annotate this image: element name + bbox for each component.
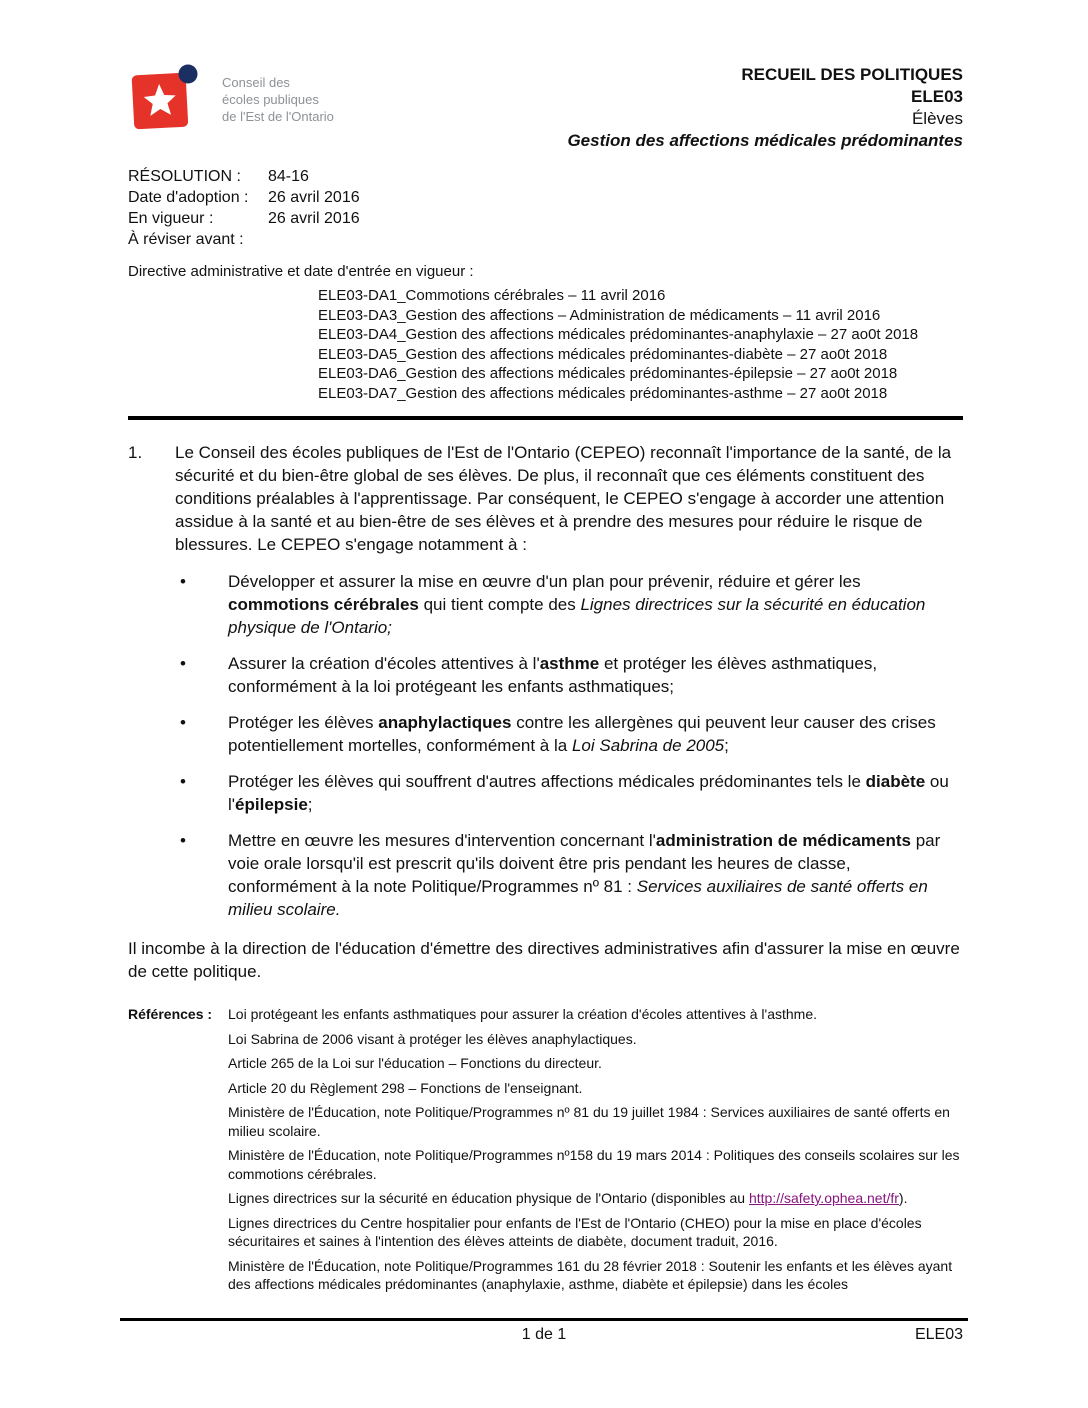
text-run: commotions cérébrales <box>228 595 419 614</box>
text-run: Protéger les élèves <box>228 713 379 732</box>
directive-item: ELE03-DA3_Gestion des affections – Administration de médicaments – 11 avril 2016 <box>318 306 881 324</box>
meta-row <box>128 208 963 229</box>
resolution-meta <box>128 166 963 250</box>
meta-row <box>128 187 963 208</box>
meta-label: En vigueur : <box>128 210 214 227</box>
policy-header <box>567 62 963 152</box>
bullet-item <box>128 829 963 921</box>
text-run: épilepsie <box>235 795 308 814</box>
text-run: ; <box>307 795 313 814</box>
ophea-link[interactable]: http://safety.ophea.net/fr <box>748 1190 899 1206</box>
policy-statement <box>128 441 963 556</box>
reference-item <box>228 1189 963 1208</box>
reference-item <box>228 1054 963 1073</box>
text-run: administration de médicaments <box>655 831 911 850</box>
meta-value: 26 avril 2016 <box>268 210 360 227</box>
text-run: contre les allergènes qui peuvent leur causer des crises potentiellement mortelles, conformément à la <box>228 713 936 755</box>
reference-item <box>228 1030 963 1049</box>
text-run: Article 20 du Règlement 298 – Fonctions de l'enseignant. <box>228 1079 583 1096</box>
meta-value: 26 avril 2016 <box>268 189 360 206</box>
directive-item: ELE03-DA4_Gestion des affections médicales prédominantes-anaphylaxie – 27 ao0t 2018 <box>318 326 919 343</box>
org-name-line1: Conseil des <box>222 75 290 90</box>
page-number: 1 de 1 <box>521 1326 567 1343</box>
reference-item <box>228 1005 963 1024</box>
page-footer <box>120 1318 968 1343</box>
bullet-item <box>128 652 963 698</box>
reference-item <box>228 1214 963 1251</box>
text-run: ). <box>898 1190 908 1206</box>
meta-label: À réviser avant : <box>128 231 244 248</box>
text-run: qui tient compte des <box>418 595 581 614</box>
meta-row <box>128 166 963 187</box>
text-run: Mettre en œuvre les mesures d'intervention concernant l' <box>228 831 656 850</box>
text-run: ; <box>724 736 729 755</box>
directive-list <box>128 286 963 403</box>
reference-item <box>228 1079 963 1098</box>
text-run: Services auxiliaires de santé offerts en milieu scolaire. <box>228 877 928 919</box>
text-run: Lignes directrices sur la sécurité en éducation physique de l'Ontario; <box>228 595 926 637</box>
meta-row <box>128 229 963 250</box>
directive-item: ELE03-DA6_Gestion des affections médicales prédominantes-épilepsie – 27 ao0t 2018 <box>318 365 898 382</box>
text-run: Article 265 de la Loi sur l'éducation – Fonctions du directeur. <box>228 1055 602 1071</box>
org-name <box>222 62 334 125</box>
policy-code: ELE03 <box>911 87 963 106</box>
text-run: Loi Sabrina de 2006 visant à protéger les élèves anaphylactiques. <box>228 1030 637 1047</box>
cepeo-logo-graphic <box>128 62 208 132</box>
meta-value: 84-16 <box>268 168 309 185</box>
references-section <box>128 1005 963 1300</box>
policy-category: Élèves <box>911 109 963 128</box>
meta-label: RÉSOLUTION : <box>128 168 241 185</box>
policy-title: Gestion des affections médicales prédominantes <box>567 131 963 150</box>
text-run: Développer et assurer la mise en œuvre d'un plan pour prévenir, réduire et gérer les <box>228 572 861 591</box>
closing-paragraph: Il incombe à la direction de l'éducation d'émettre des directives administratives afin d'assurer la mise en œuvre de cette politique. <box>128 939 960 981</box>
text-run: diabète <box>865 772 926 791</box>
page-header <box>128 62 963 166</box>
item-number: 1. <box>128 443 143 462</box>
references-label: Références : <box>128 1006 213 1022</box>
text-run: et protéger les élèves asthmatiques, conformément à la loi protégeant les enfants asthmatiques; <box>228 654 878 696</box>
reference-item <box>228 1103 963 1140</box>
bullet-text <box>228 770 963 816</box>
text-run: Protéger les élèves qui souffrent d'autres affections médicales prédominantes tels le <box>228 772 866 791</box>
bullet-item <box>128 570 963 639</box>
reference-item <box>228 1257 963 1294</box>
references-list <box>228 1005 963 1300</box>
bullet-marker: • <box>180 772 186 791</box>
text-run: Ministère de l'Éducation, note Politique/Programmes nº 81 du 19 juillet 1984 : Services auxiliaires de santé offerts en milieu scolaire. <box>228 1104 950 1139</box>
intro-text: Le Conseil des écoles publiques de l'Est de l'Ontario (CEPEO) reconnaît l'importance de la santé, de la sécurité et du bien-être global de ses élèves. De plus, il reconnaît que ces éléments constituent des conditions préalables à l'apprentissage. Par conséquent, le CEPEO s'engage à accorder une attention assidue à la santé et au bien-être de ses élèves et à prendre des mesures pour réduire le risque de blessures. Le CEPEO s'engage notamment à : <box>175 443 952 554</box>
text-run: Loi Sabrina de 2005 <box>571 736 725 755</box>
bullet-text <box>228 711 963 757</box>
section-divider <box>128 416 963 420</box>
footer-divider <box>120 1318 968 1321</box>
bullet-marker: • <box>180 713 186 732</box>
bullet-marker: • <box>180 654 186 673</box>
bullet-item <box>128 770 963 816</box>
cepeo-brand <box>128 62 334 132</box>
footer-doc-code: ELE03 <box>914 1326 963 1343</box>
directive-item: ELE03-DA5_Gestion des affections médicales prédominantes-diabète – 27 ao0t 2018 <box>318 345 888 363</box>
text-run: Ministère de l'Éducation, note Politique/Programmes 161 du 28 février 2018 : Soutenir les enfants et les élèves ayant des affections médicales prédominantes (anaphylaxie, asthme, diabète et épilepsie) dans les écoles <box>228 1257 953 1292</box>
text-run: Lignes directrices sur la sécurité en éducation physique de l'Ontario (disponibles au <box>228 1190 749 1206</box>
bullet-marker: • <box>180 831 186 850</box>
text-run: Assurer la création d'écoles attentives à l' <box>228 654 540 673</box>
cepeo-logo-icon <box>128 62 208 132</box>
bullet-item <box>128 711 963 757</box>
commitment-list <box>128 570 963 921</box>
reference-item <box>228 1146 963 1183</box>
text-run: ou l' <box>228 772 949 814</box>
bullet-text <box>228 652 963 698</box>
text-run: anaphylactiques <box>378 713 512 732</box>
text-run: asthme <box>539 654 600 673</box>
text-run: par voie orale lorsqu'il est prescrit qu'ils doivent être pris pendant les heures de classe, conformément à la note Politique/Programmes nº 81 : <box>228 831 941 896</box>
text-run: Lignes directrices du Centre hospitalier pour enfants de l'Est de l'Ontario (CHEO) pour la mise en place d'écoles sécuritaires et saines à l'intention des élèves atteints de diabète, document traduit, 2016. <box>228 1214 922 1249</box>
text-run: Ministère de l'Éducation, note Politique/Programmes nº158 du 19 mars 2014 : Politiques des conseils scolaires sur les commotions cérébrales. <box>228 1147 960 1182</box>
directive-item: ELE03-DA7_Gestion des affections médicales prédominantes-asthme – 27 ao0t 2018 <box>318 384 888 402</box>
collection-title: RECUEIL DES POLITIQUES <box>741 65 963 84</box>
text-run: Loi protégeant les enfants asthmatiques pour assurer la création d'écoles attentives à l'asthme. <box>228 1006 818 1022</box>
org-name-line3: de l'Est de l'Ontario <box>222 109 334 124</box>
meta-label: Date d'adoption : <box>128 189 249 206</box>
org-name-line2: écoles publiques <box>222 92 319 107</box>
bullet-marker: • <box>180 572 186 591</box>
bullet-text <box>228 570 963 639</box>
directive-heading: Directive administrative et date d'entrée en vigueur : <box>128 263 474 280</box>
bullet-text <box>228 829 963 921</box>
meta-value <box>268 229 963 250</box>
directive-item: ELE03-DA1_Commotions cérébrales – 11 avril 2016 <box>318 287 666 304</box>
